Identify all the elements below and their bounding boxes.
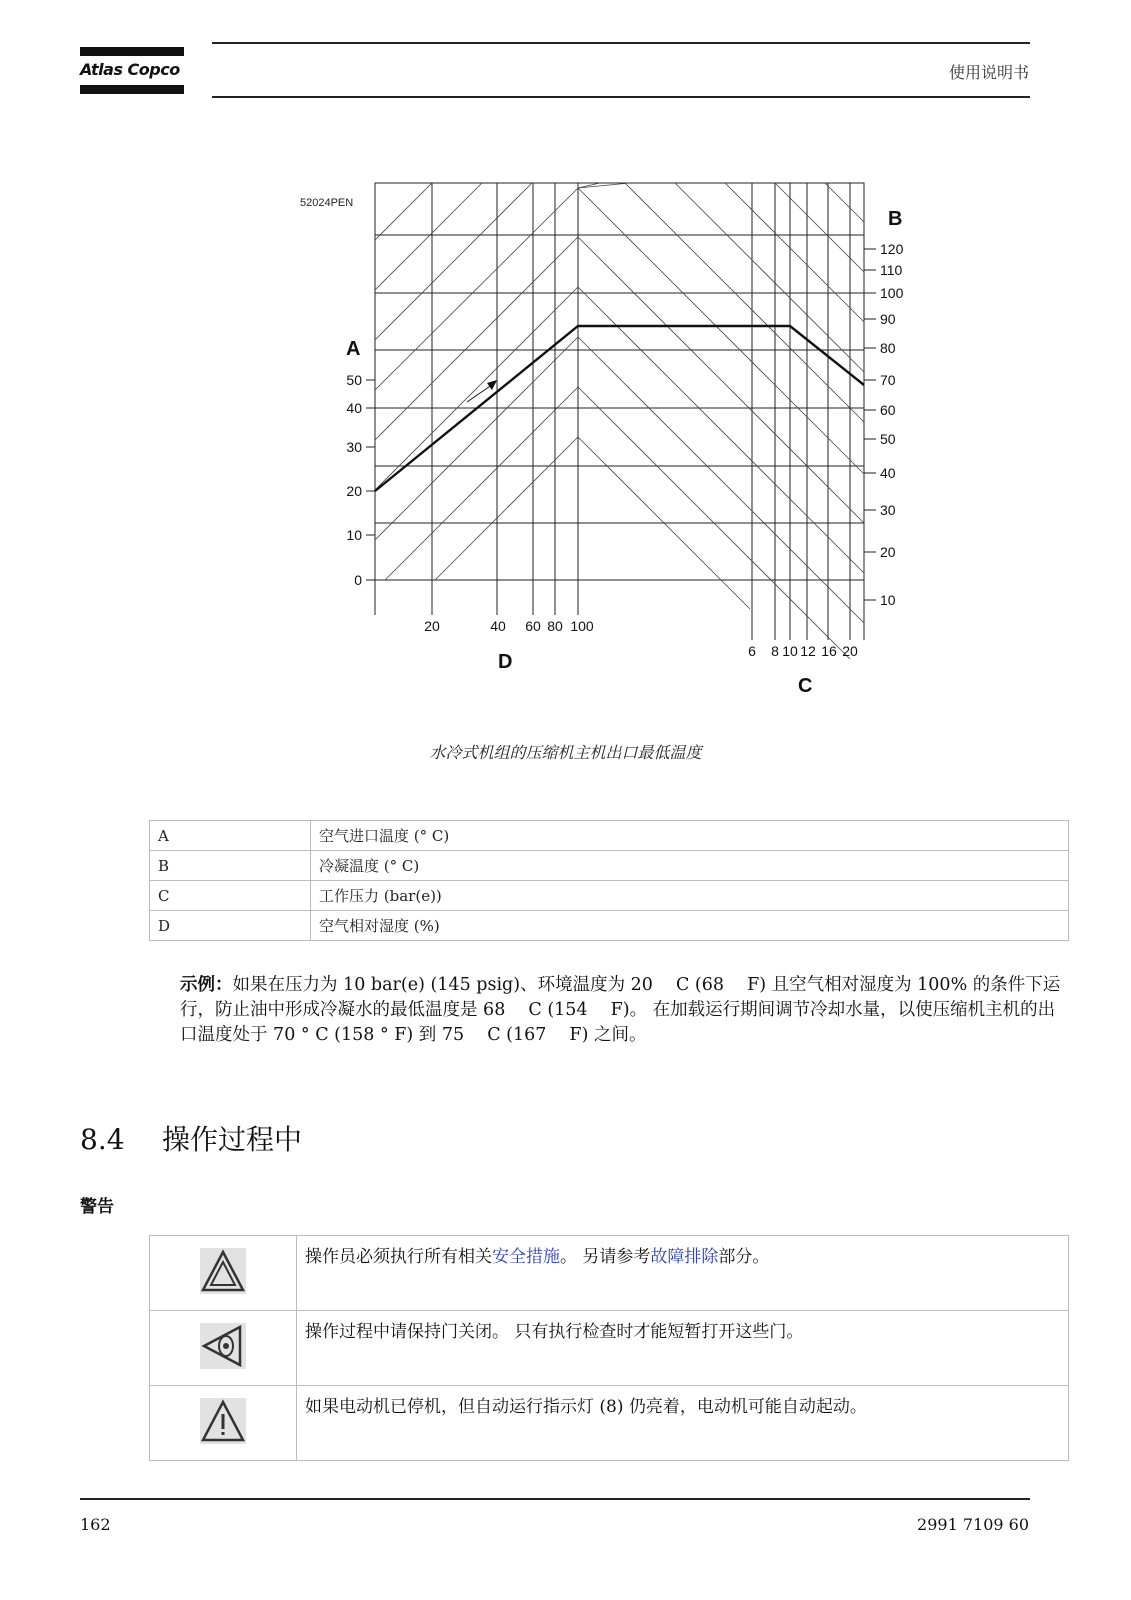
warning-icon-cell bbox=[150, 1386, 297, 1461]
example-label: 示例： bbox=[180, 975, 233, 995]
chart-code: 52024PEN bbox=[300, 197, 354, 209]
warning-icon-cell bbox=[150, 1236, 297, 1311]
legend-key: C bbox=[150, 881, 311, 911]
tick-label-c-12: 12 bbox=[800, 643, 816, 659]
warning-text-part: 。 另请参考 bbox=[560, 1247, 651, 1267]
chart-frame bbox=[375, 183, 864, 580]
tick-label-c-8: 8 bbox=[771, 643, 779, 659]
warning-table bbox=[149, 1235, 1069, 1461]
axis-label-b: B bbox=[888, 208, 903, 230]
tick-label-a-30: 30 bbox=[346, 439, 362, 455]
legend-row bbox=[150, 821, 1069, 851]
legend-key: B bbox=[150, 851, 311, 881]
tick-label-a-10: 10 bbox=[346, 527, 362, 543]
tick-label-b-60: 60 bbox=[880, 402, 896, 418]
tick-label-b-70: 70 bbox=[880, 372, 896, 388]
axis-label-a: A bbox=[346, 338, 361, 360]
tick-label-b-20: 20 bbox=[880, 544, 896, 560]
legend-row bbox=[150, 911, 1069, 941]
legend-desc: 空气进口温度 (° C) bbox=[311, 821, 1069, 851]
axis-label-d: D bbox=[498, 651, 513, 673]
doc-title: 使用说明书 bbox=[948, 63, 1029, 82]
axis-label-c: C bbox=[798, 675, 813, 697]
tick-label-d-100: 100 bbox=[570, 618, 594, 634]
tick-label-d-60: 60 bbox=[525, 618, 541, 634]
legend-key: D bbox=[150, 911, 311, 941]
legend-desc: 工作压力 (bar(e)) bbox=[311, 881, 1069, 911]
document-number: 2991 7109 60 bbox=[917, 1515, 1029, 1534]
tick-label-b-10: 10 bbox=[880, 592, 896, 608]
example-text: 如果在压力为 10 bar(e) (145 psig)、环境温度为 20 C (68 F) 且空气相对湿度为 100% 的条件下运行，防止油中形成冷凝水的最低温度是 68 C (154 F)。 在加载运行期间调节冷却水量，以使压缩机主机的出口温度处于 70 ° C (158 ° F) 到 75 C (167 F) 之间。 bbox=[180, 975, 1061, 1045]
tick-label-b-120: 120 bbox=[880, 241, 904, 257]
legend-row bbox=[150, 851, 1069, 881]
section-heading bbox=[80, 1118, 302, 1158]
warning-text: 操作过程中请保持门关闭。 只有执行检查时才能短暂打开这些门。 bbox=[297, 1311, 1069, 1386]
warning-heading: 警告 bbox=[80, 1197, 114, 1217]
safety-triangle-icon bbox=[200, 1248, 246, 1294]
page-number: 162 bbox=[80, 1515, 111, 1534]
legend-row bbox=[150, 881, 1069, 911]
tick-label-b-80: 80 bbox=[880, 340, 896, 356]
warning-row bbox=[150, 1311, 1069, 1386]
tick-label-c-6: 6 bbox=[748, 643, 756, 659]
legend-table bbox=[149, 820, 1069, 941]
tick-label-a-40: 40 bbox=[346, 400, 362, 416]
warning-text bbox=[297, 1236, 1069, 1311]
tick-label-a-0: 0 bbox=[354, 572, 362, 588]
footer-rule bbox=[80, 1498, 1030, 1500]
warning-icon-cell bbox=[150, 1311, 297, 1386]
tick-label-d-20: 20 bbox=[424, 618, 440, 634]
exclamation-triangle-icon bbox=[200, 1398, 246, 1444]
tick-label-b-30: 30 bbox=[880, 502, 896, 518]
legend-desc: 冷凝温度 (° C) bbox=[311, 851, 1069, 881]
example-paragraph bbox=[180, 973, 1068, 1048]
warning-text-part: 操作员必须执行所有相关 bbox=[305, 1247, 492, 1267]
logo-text: Atlas Copco bbox=[80, 60, 180, 79]
tick-label-a-50: 50 bbox=[346, 372, 362, 388]
tick-label-b-110: 110 bbox=[880, 262, 903, 278]
tick-label-b-40: 40 bbox=[880, 465, 896, 481]
warning-text-part: 部分。 bbox=[718, 1247, 770, 1267]
section-title: 操作过程中 bbox=[162, 1123, 303, 1156]
temperature-chart bbox=[0, 0, 1131, 720]
warning-row bbox=[150, 1236, 1069, 1311]
safety-measures-link[interactable]: 安全措施 bbox=[492, 1247, 560, 1267]
tick-label-b-90: 90 bbox=[880, 311, 896, 327]
tick-label-b-50: 50 bbox=[880, 431, 896, 447]
tick-label-b-100: 100 bbox=[880, 285, 904, 301]
warning-row bbox=[150, 1386, 1069, 1461]
legend-key: A bbox=[150, 821, 311, 851]
section-number: 8.4 bbox=[80, 1123, 125, 1156]
troubleshooting-link[interactable]: 故障排除 bbox=[650, 1247, 719, 1267]
tick-label-c-10: 10 bbox=[782, 643, 798, 659]
tick-label-d-40: 40 bbox=[490, 618, 506, 634]
tick-label-c-20: 20 bbox=[842, 643, 858, 659]
warning-text: 如果电动机已停机，但自动运行指示灯 (8) 仍亮着，电动机可能自动起动。 bbox=[297, 1386, 1069, 1461]
legend-desc: 空气相对湿度 (%) bbox=[311, 911, 1069, 941]
figure-caption: 水冷式机组的压缩机主机出口最低温度 bbox=[429, 743, 702, 762]
eye-warning-icon bbox=[200, 1323, 246, 1369]
tick-label-d-80: 80 bbox=[547, 618, 563, 634]
tick-label-c-16: 16 bbox=[821, 643, 837, 659]
tick-label-a-20: 20 bbox=[346, 483, 362, 499]
